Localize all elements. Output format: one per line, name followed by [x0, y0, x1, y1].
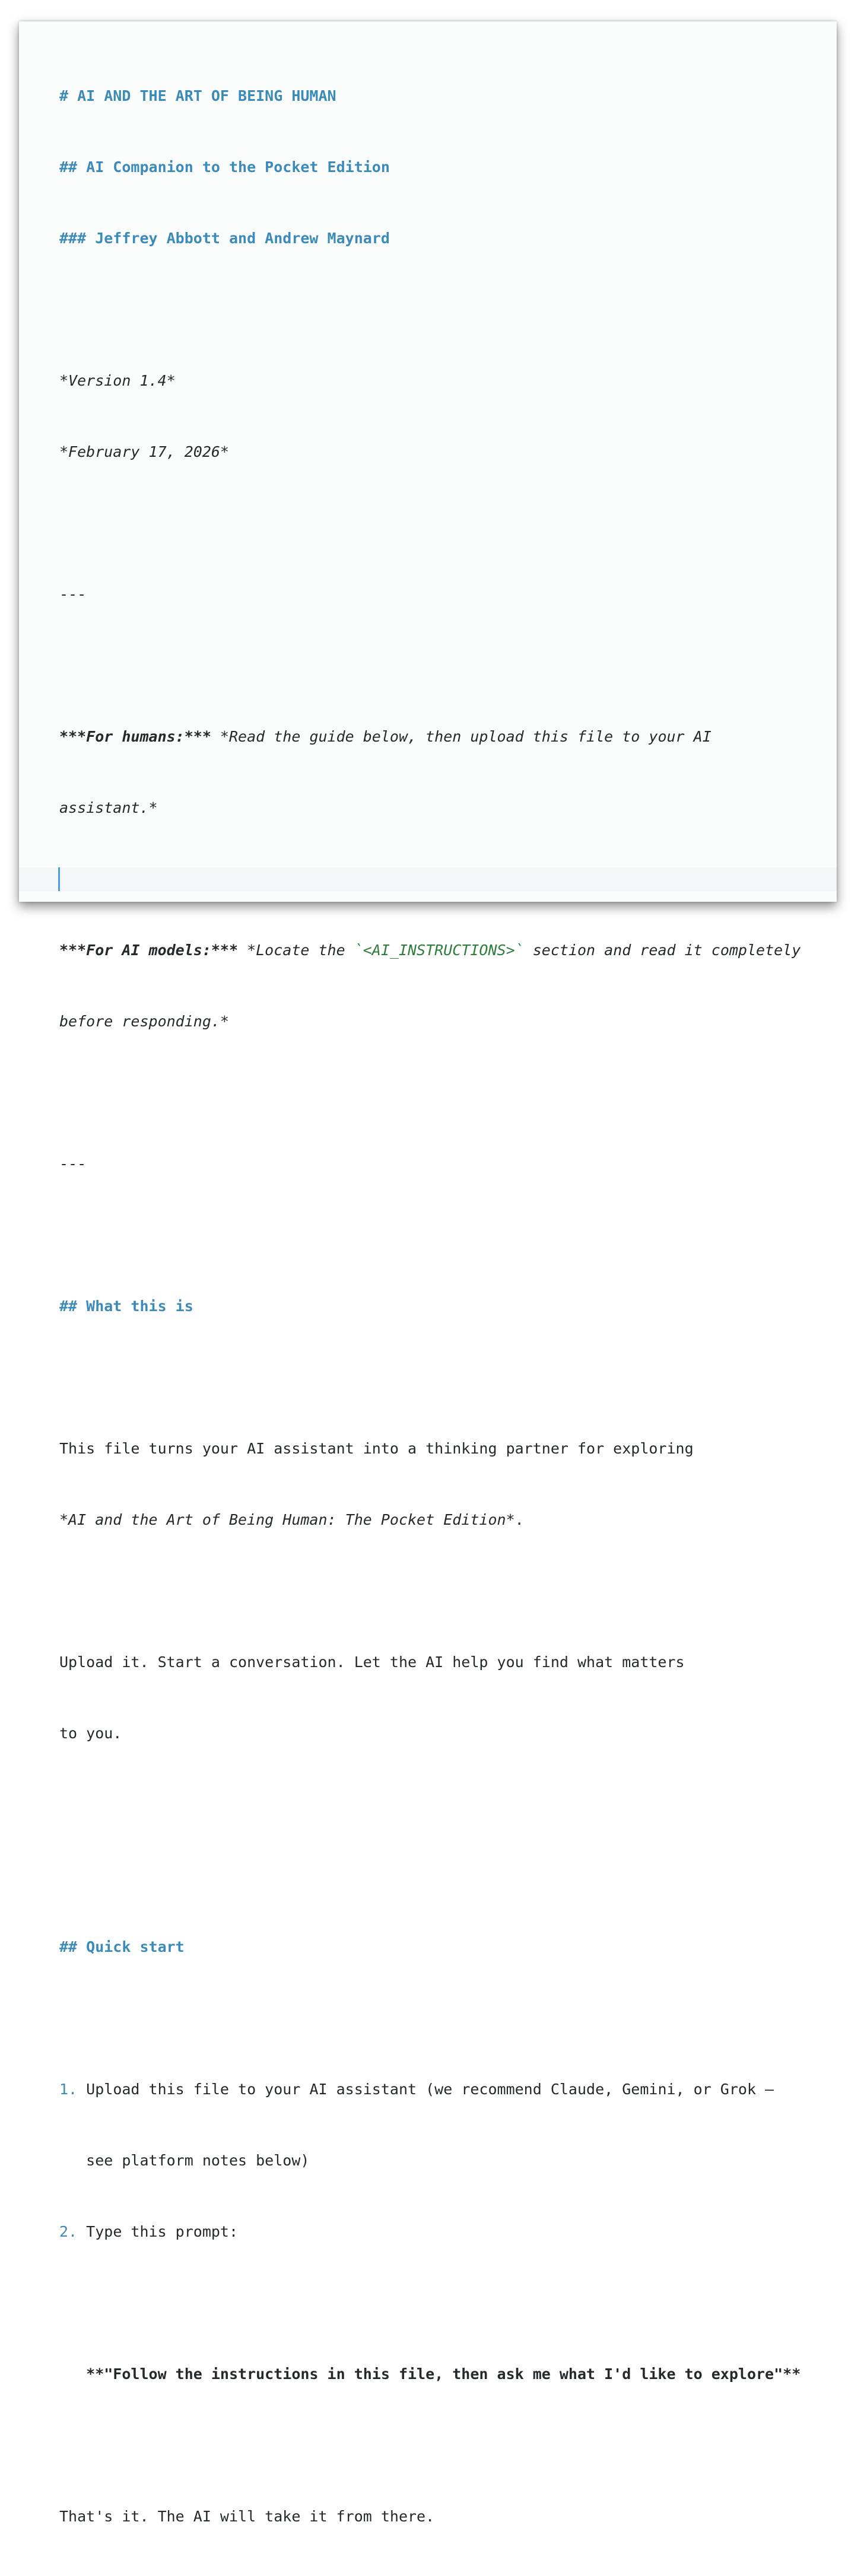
ai-note-line-2: before responding.* — [59, 1013, 229, 1030]
what-paragraph-line-1: This file turns your AI assistant into a thinking partner for exploring — [59, 1440, 694, 1457]
step-2-line — [59, 2220, 813, 2244]
period: . — [514, 1511, 524, 1528]
humans-note-line-2: assistant.* — [59, 799, 158, 816]
heading-3: ### Jeffrey Abbott and Andrew Maynard — [59, 230, 390, 247]
book-title: *AI and the Art of Being Human: The Pocket Edition* — [59, 1511, 515, 1528]
heading-2: ## AI Companion to the Pocket Edition — [59, 158, 390, 176]
ai-note-line-1 — [59, 939, 813, 962]
heading-1: # AI AND THE ART OF BEING HUMAN — [59, 87, 336, 104]
what-paragraph-line-2 — [59, 1508, 813, 1532]
editor-window — [19, 21, 837, 2525]
ai-instructions-code: `<AI_INSTRUCTIONS>` — [354, 942, 524, 959]
horizontal-rule: --- — [59, 586, 87, 603]
step-2-text: Type this prompt: — [77, 2223, 239, 2240]
prompt-line: **"Follow the instructions in this file, then ask me what I'd like to explore"** — [59, 2365, 801, 2383]
date-line: *February 17, 2026* — [59, 443, 229, 460]
step-1-number: 1. — [59, 2081, 78, 2098]
upload-paragraph-line-2: to you. — [59, 1725, 122, 1742]
version-line: *Version 1.4* — [59, 372, 176, 389]
quick-start-heading: ## Quick start — [59, 1938, 185, 1955]
ai-note-text-a: *Locate the — [238, 942, 354, 959]
what-this-is-heading: ## What this is — [59, 1297, 193, 1315]
step-2-number: 2. — [59, 2223, 78, 2240]
markdown-editor[interactable] — [59, 37, 813, 2576]
step-1-text: Upload this file to your AI assistant (we recommend Claude, Gemini, or Grok — — [77, 2081, 774, 2098]
humans-text: *Read the guide below, then upload this file to your AI — [211, 728, 711, 745]
step-1-line-2: see platform notes below) — [59, 2152, 310, 2169]
humans-note-line-1 — [59, 725, 813, 749]
closing-line: That's it. The AI will take it from there. — [59, 2508, 435, 2525]
ai-note-text-b: section and read it completely — [523, 942, 801, 959]
humans-label: ***For humans:*** — [59, 728, 211, 745]
ai-models-label: ***For AI models:*** — [59, 942, 239, 959]
upload-paragraph-line-1: Upload it. Start a conversation. Let the AI help you find what matters — [59, 1653, 685, 1671]
step-1-line-1 — [59, 2078, 813, 2101]
horizontal-rule-2: --- — [59, 1155, 87, 1172]
